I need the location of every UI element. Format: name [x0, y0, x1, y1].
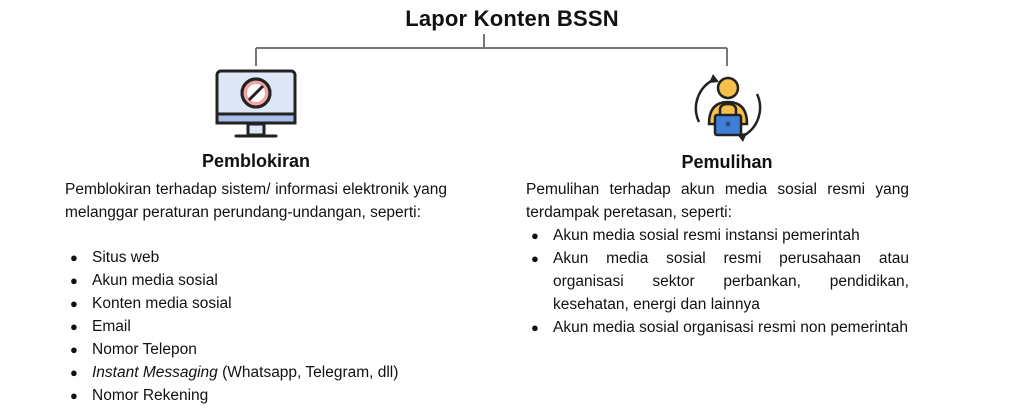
list-item: ● Konten media sosial	[65, 292, 455, 315]
list-item: ● Akun media sosial resmi perusahaan atau organisasi sektor perbankan, pendidikan, kesehatan, energi dan lainnya	[526, 247, 909, 316]
bullet-icon: ●	[70, 296, 78, 311]
bullet-icon: ●	[531, 320, 539, 335]
right-description: Pemulihan terhadap akun media sosial resmi yang terdampak peretasan, seperti:	[526, 181, 909, 221]
list-item: ● Akun media sosial	[65, 269, 455, 292]
right-list	[526, 224, 909, 339]
list-item: ● Situs web	[65, 246, 455, 269]
list-item: ● Akun media sosial organisasi resmi non pemerintah	[526, 316, 909, 339]
blocked-monitor-icon	[214, 68, 298, 144]
account-recovery-icon	[683, 66, 773, 150]
list-item: ● Nomor Telepon	[65, 338, 455, 361]
left-list	[65, 246, 455, 407]
list-item: ● Instant Messaging (Whatsapp, Telegram, dll)	[65, 361, 455, 384]
list-item: ● Email	[65, 315, 455, 338]
bullet-icon: ●	[531, 228, 539, 243]
right-heading: Pemulihan	[681, 152, 773, 172]
list-item: ● Akun media sosial resmi instansi pemerintah	[526, 224, 909, 247]
bullet-icon: ●	[70, 388, 78, 403]
left-description: Pemblokiran terhadap sistem/ informasi elektronik yang melanggar peraturan perundang-undangan, seperti:	[65, 181, 447, 221]
bullet-icon: ●	[70, 342, 78, 357]
bullet-icon: ●	[531, 251, 539, 266]
svg-text:*: *	[725, 119, 731, 133]
bullet-icon: ●	[70, 319, 78, 334]
bullet-icon: ●	[70, 365, 78, 380]
bullet-icon: ●	[70, 273, 78, 288]
diagram-title: Lapor Konten BSSN	[405, 6, 619, 31]
bullet-icon: ●	[70, 250, 78, 265]
left-heading: Pemblokiran	[201, 151, 311, 171]
list-item: ● Nomor Rekening	[65, 384, 455, 407]
